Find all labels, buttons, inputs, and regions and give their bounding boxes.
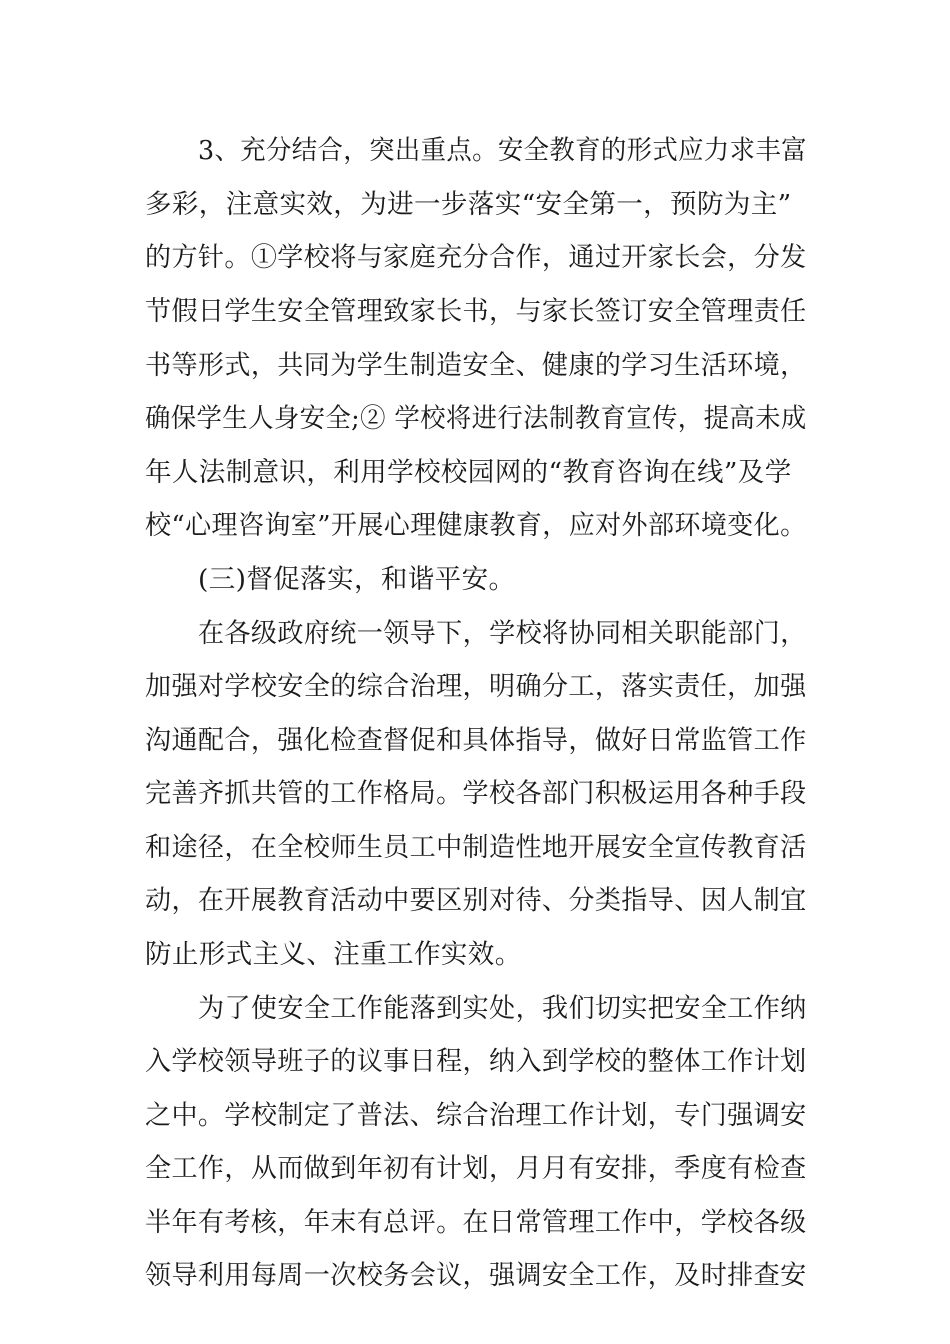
paragraph-line: 加强对学校安全的综合治理，明确分工，落实责任，加强 [145,671,807,702]
paragraph-line: 半年有考核，年末有总评。在日常管理工作中，学校各级 [145,1207,807,1238]
paragraph-line: 和途径，在全校师生员工中制造性地开展安全宣传教育活 [145,832,807,863]
paragraph-line: 年人法制意识，利用学校校园网的“教育咨询在线”及学 [145,457,792,488]
paragraph-line: 确保学生人身安全;② 学校将进行法制教育宣传，提高未成 [145,403,807,434]
paragraph-line: 领导利用每周一次校务会议，强调安全工作，及时排查安 [145,1260,807,1291]
paragraph-line: 校“心理咨询室”开展心理健康教育，应对外部环境变化。 [145,510,807,541]
paragraph-line: 的方针。①学校将与家庭充分合作，通过开家长会，分发 [145,242,807,273]
paragraph-line: 3、充分结合，突出重点。安全教育的形式应力求丰富 [198,135,807,166]
paragraph-line: 多彩，注意实效，为进一步落实“安全第一，预防为主” [145,189,792,220]
paragraph-line: 动，在开展教育活动中要区别对待、分类指导、因人制宜 [145,885,807,916]
paragraph-line: 之中。学校制定了普法、综合治理工作计划，专门强调安 [145,1100,807,1131]
paragraph-line: 入学校领导班子的议事日程，纳入到学校的整体工作计划 [145,1046,807,1077]
paragraph-line: 为了使安全工作能落到实处，我们切实把安全工作纳 [198,993,807,1024]
paragraph-line: 全工作，从而做到年初有计划，月月有安排，季度有检查 [145,1153,807,1184]
section-heading: (三)督促落实，和谐平安。 [198,564,516,595]
paragraph-line: 在各级政府统一领导下，学校将协同相关职能部门， [198,618,807,649]
paragraph-line: 书等形式，共同为学生制造安全、健康的学习生活环境， [145,350,807,381]
paragraph-line: 完善齐抓共管的工作格局。学校各部门积极运用各种手段 [145,778,807,809]
paragraph-line: 节假日学生安全管理致家长书，与家长签订安全管理责任 [145,296,807,327]
paragraph-line: 沟通配合，强化检查督促和具体指导，做好日常监管工作 [145,725,807,756]
paragraph-line: 防止形式主义、注重工作实效。 [145,939,522,970]
